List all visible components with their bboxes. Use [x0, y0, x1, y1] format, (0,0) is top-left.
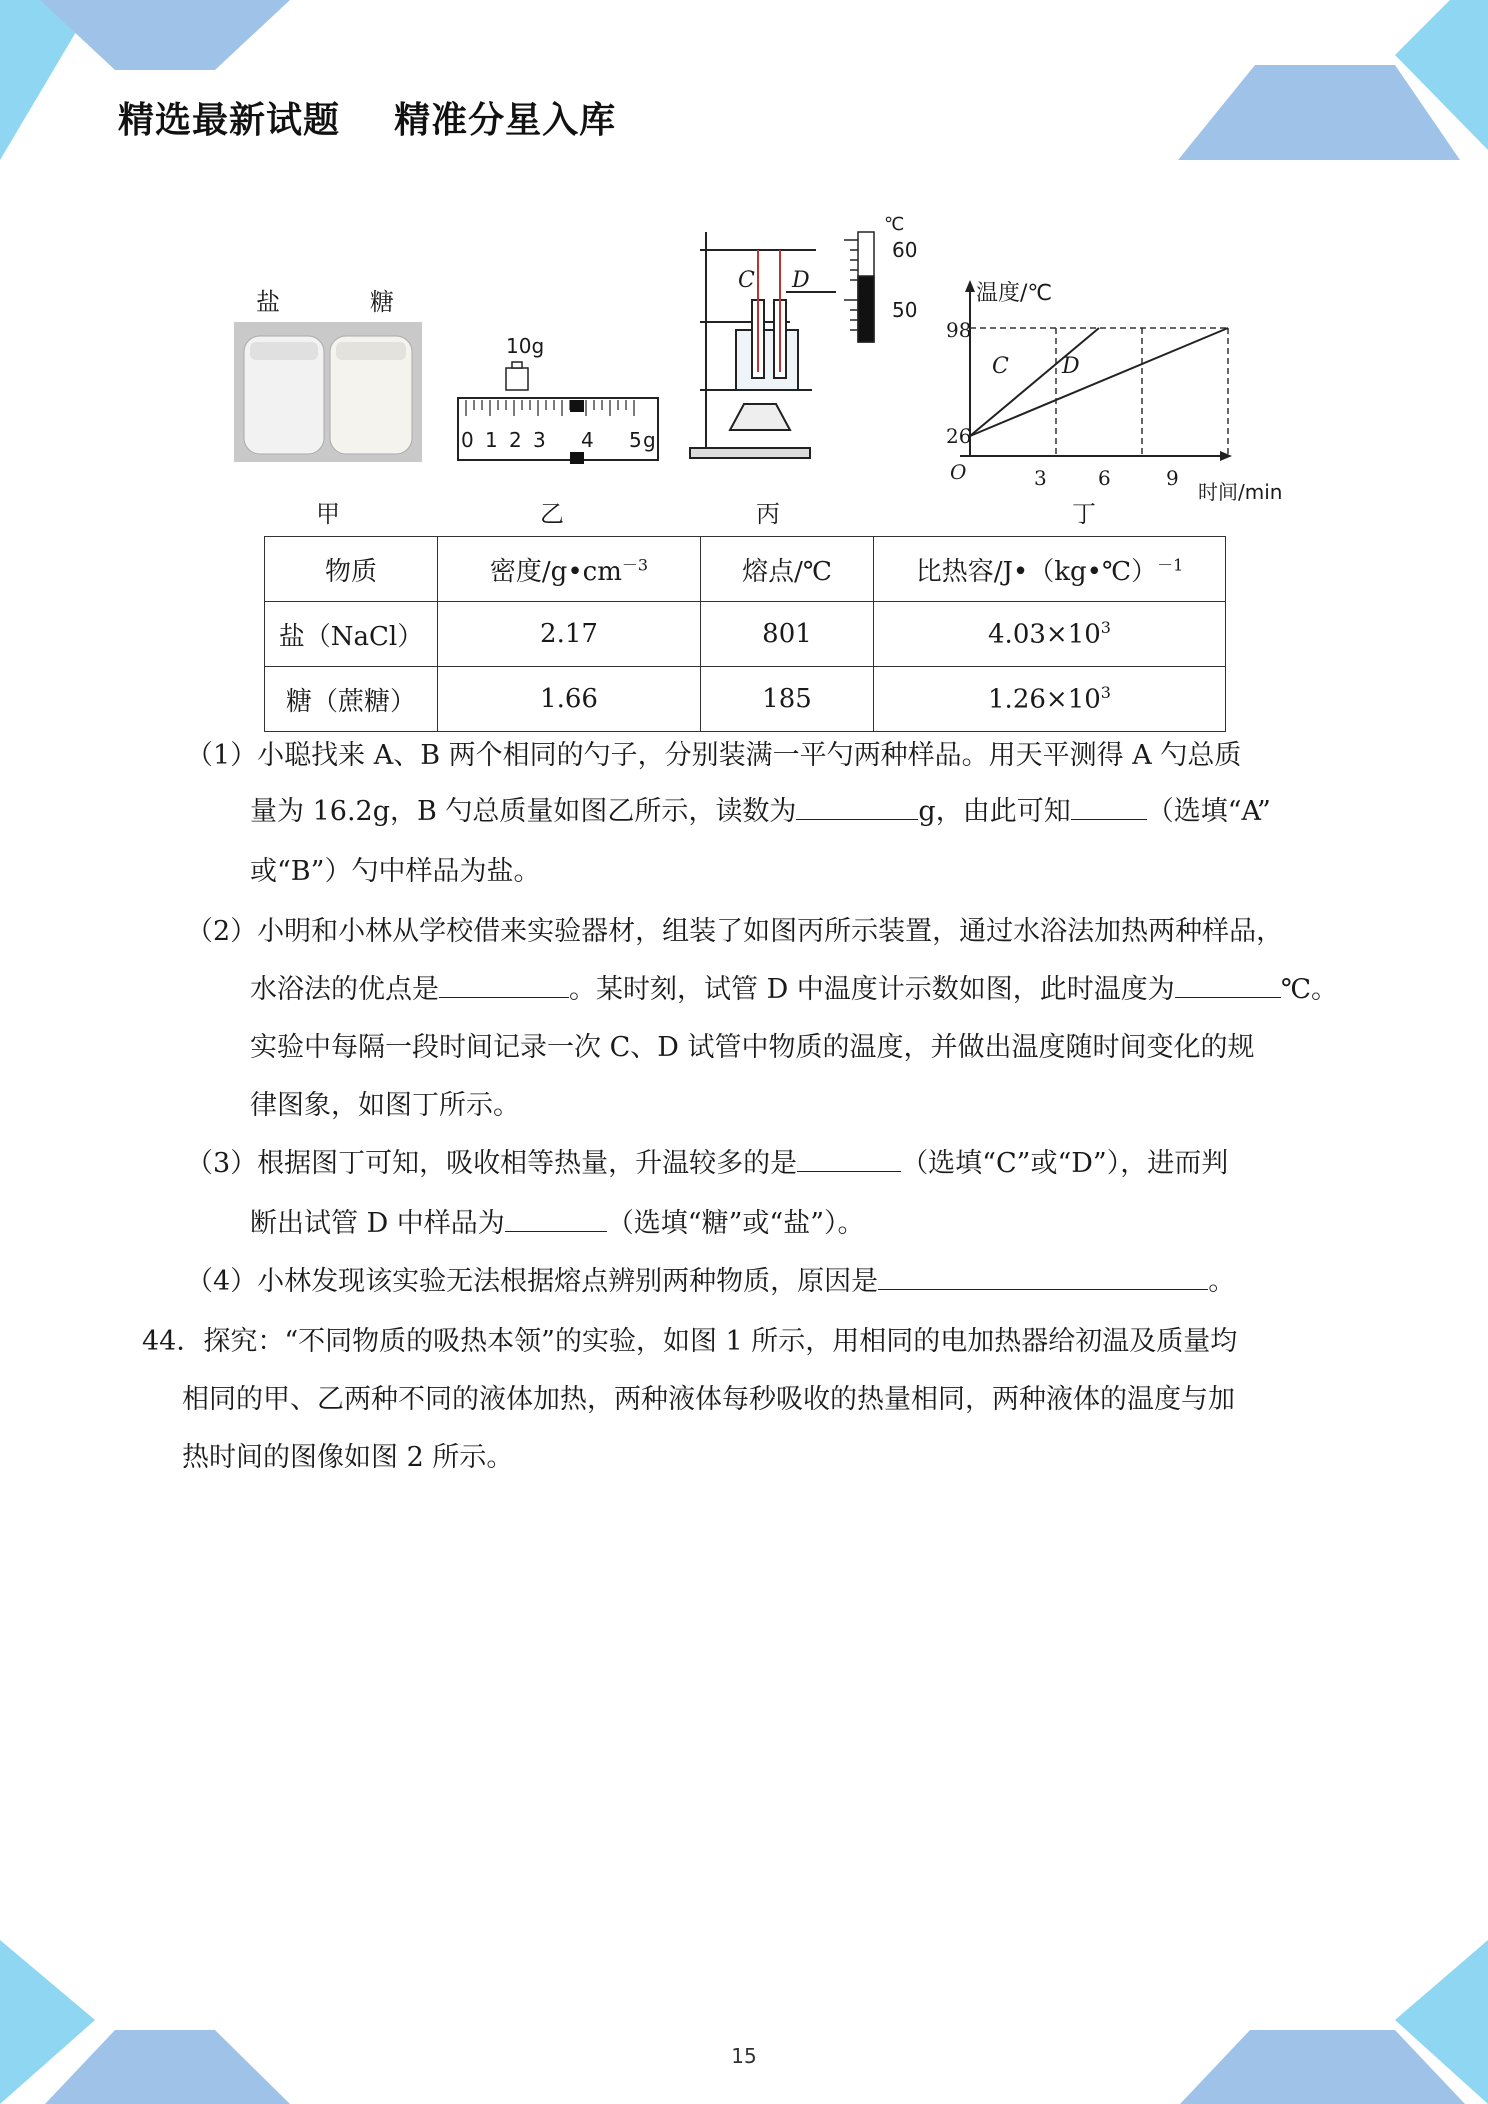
header-heat-capacity: 比热容/J•（kg•℃） [915, 556, 1158, 587]
q3-text-b: （选填“C”或“D”），进而判 [901, 1148, 1229, 1179]
tube-c-label: C [738, 268, 755, 293]
answer-blank-c-or-d[interactable] [797, 1141, 901, 1172]
q4-text-a: （4）小林发现该实验无法根据熔点辨别两种物质，原因是 [186, 1266, 879, 1297]
scale-tick-1: 1 [485, 428, 498, 452]
heat-value: 1.26×10 [988, 684, 1101, 715]
figure-label-bing: 丙 [756, 500, 780, 528]
thermo-50: 50 [892, 298, 918, 322]
tube-d-label: D [792, 268, 810, 293]
answer-blank-spoon[interactable] [1071, 789, 1147, 820]
q1-line3: 或“B”）勺中样品为盐。 [250, 856, 541, 887]
bottom-left-triangle [0, 1940, 95, 2104]
header-substance: 物质 [324, 556, 377, 587]
heat-exp: 3 [1100, 618, 1111, 638]
chart-xlabel: 时间/min [1198, 480, 1283, 504]
table-header-cell [874, 537, 1226, 602]
thermo-unit: ℃ [884, 214, 905, 235]
table-header-cell [701, 537, 874, 602]
chart-series-d-label: D [1062, 354, 1080, 379]
chart-xtick-9: 9 [1166, 466, 1179, 490]
header-heat-sup: －1 [1157, 554, 1184, 574]
q3-line2 [250, 1198, 865, 1250]
q1-text-c: （选填“A” [1146, 796, 1271, 827]
jar-label-salt: 盐 [256, 288, 280, 316]
q2-text-b: 。某时刻，试管 D 中温度计示数如图，此时温度为 [569, 974, 1175, 1005]
scale-tick-4: 4 [581, 428, 594, 452]
q4-line [186, 1256, 1235, 1308]
cell-density: 2.17 [438, 602, 701, 667]
figure-panel [0, 0, 1488, 520]
cell-melting: 801 [701, 602, 874, 667]
q3-line1 [186, 1138, 1228, 1190]
thermo-60: 60 [892, 238, 918, 262]
q2-line1: （2）小明和小林从学校借来实验器材，组装了如图丙所示装置，通过水浴法加热两种样品， [186, 916, 1284, 947]
answer-blank-reading[interactable] [796, 789, 918, 820]
chart-x-arrow [1220, 451, 1232, 461]
cell-melting: 185 [701, 667, 874, 732]
figure-bing-thermometer [844, 232, 874, 342]
table-header-cell [438, 537, 701, 602]
header-melting: 熔点/℃ [742, 556, 832, 587]
scale-tick-5: 5 [629, 428, 642, 452]
bottom-right-triangle [1395, 1940, 1488, 2104]
cell-density: 1.66 [438, 667, 701, 732]
figure-jia-jars-photo [234, 322, 422, 462]
q2-line4: 律图象，如图丁所示。 [250, 1090, 520, 1121]
cell-heat [874, 602, 1226, 667]
answer-blank-advantage[interactable] [439, 967, 569, 998]
q3-text-a: （3）根据图丁可知，吸收相等热量，升温较多的是 [186, 1148, 798, 1179]
answer-blank-sugar-or-salt[interactable] [505, 1201, 607, 1232]
answer-blank-temperature[interactable] [1175, 967, 1281, 998]
answer-blank-reason[interactable] [878, 1259, 1208, 1290]
q44-line3: 热时间的图像如图 2 所示。 [182, 1442, 514, 1473]
scale-tick-0: 0 [461, 428, 474, 452]
cell-name: 盐（NaCl） [265, 602, 438, 667]
jar-label-sugar: 糖 [370, 288, 394, 316]
q2-text-a: 水浴法的优点是 [250, 974, 439, 1005]
cell-name: 糖（蔗糖） [265, 667, 438, 732]
page-number: 15 [731, 2044, 757, 2068]
header-density: 密度/g•cm [489, 556, 622, 587]
q4-text-b: 。 [1208, 1266, 1236, 1297]
scale-unit: g [643, 428, 656, 452]
chart-series-line-c [970, 328, 1099, 436]
figure-label-jia: 甲 [316, 500, 340, 528]
cell-heat [874, 667, 1226, 732]
table-row [265, 667, 1226, 732]
chart-xtick-6: 6 [1098, 466, 1111, 490]
table-header-row [265, 537, 1226, 602]
q2-line2 [250, 964, 1338, 1016]
table-header-cell [265, 537, 438, 602]
q3-text-d: （选填“糖”或“盐”）。 [606, 1208, 865, 1239]
q44-line1: 44．探究：“不同物质的吸热本领”的实验，如图 1 所示，用相同的电加热器给初温及质量均 [142, 1326, 1238, 1357]
q2-text-c: ℃。 [1280, 974, 1339, 1005]
q44-line2: 相同的甲、乙两种不同的液体加热，两种液体每秒吸收的热量相同，两种液体的温度与加 [182, 1384, 1235, 1415]
q1-line1: （1）小聪找来 A、B 两个相同的勺子，分别装满一平勺两种样品。用天平测得 A 勺总质 [186, 740, 1242, 771]
properties-table [264, 536, 1226, 732]
q1-line2 [250, 786, 1271, 838]
q2-line3: 实验中每隔一段时间记录一次 C、D 试管中物质的温度，并做出温度随时间变化的规 [250, 1032, 1255, 1063]
table-row [265, 602, 1226, 667]
chart-series-line-d [970, 328, 1228, 436]
chart-series-c-label: C [992, 354, 1009, 379]
chart-y-arrow [965, 280, 975, 292]
chart-ylabel: 温度/℃ [976, 281, 1053, 306]
q3-text-c: 断出试管 D 中样品为 [250, 1208, 505, 1239]
figure-label-yi: 乙 [540, 500, 564, 528]
figure-label-ding: 丁 [1072, 500, 1096, 528]
chart-ytick-26: 26 [946, 424, 972, 448]
q1-text-a: 量为 16.2g，B 勺总质量如图乙所示，读数为 [250, 796, 797, 827]
scale-tick-2: 2 [509, 428, 522, 452]
chart-xtick-3: 3 [1034, 466, 1047, 490]
scale-tick-3: 3 [533, 428, 546, 452]
header-title: 精选最新试题 精准分星入库 [118, 100, 617, 141]
chart-origin: O [950, 460, 967, 484]
figure-bing-apparatus [690, 232, 836, 458]
q1-text-b: g，由此可知 [918, 796, 1071, 827]
heat-exp: 3 [1100, 683, 1111, 703]
header-density-sup: －3 [621, 554, 649, 574]
weight-label: 10g [506, 334, 545, 358]
heat-value: 4.03×10 [988, 619, 1101, 650]
chart-ytick-98: 98 [946, 318, 972, 342]
